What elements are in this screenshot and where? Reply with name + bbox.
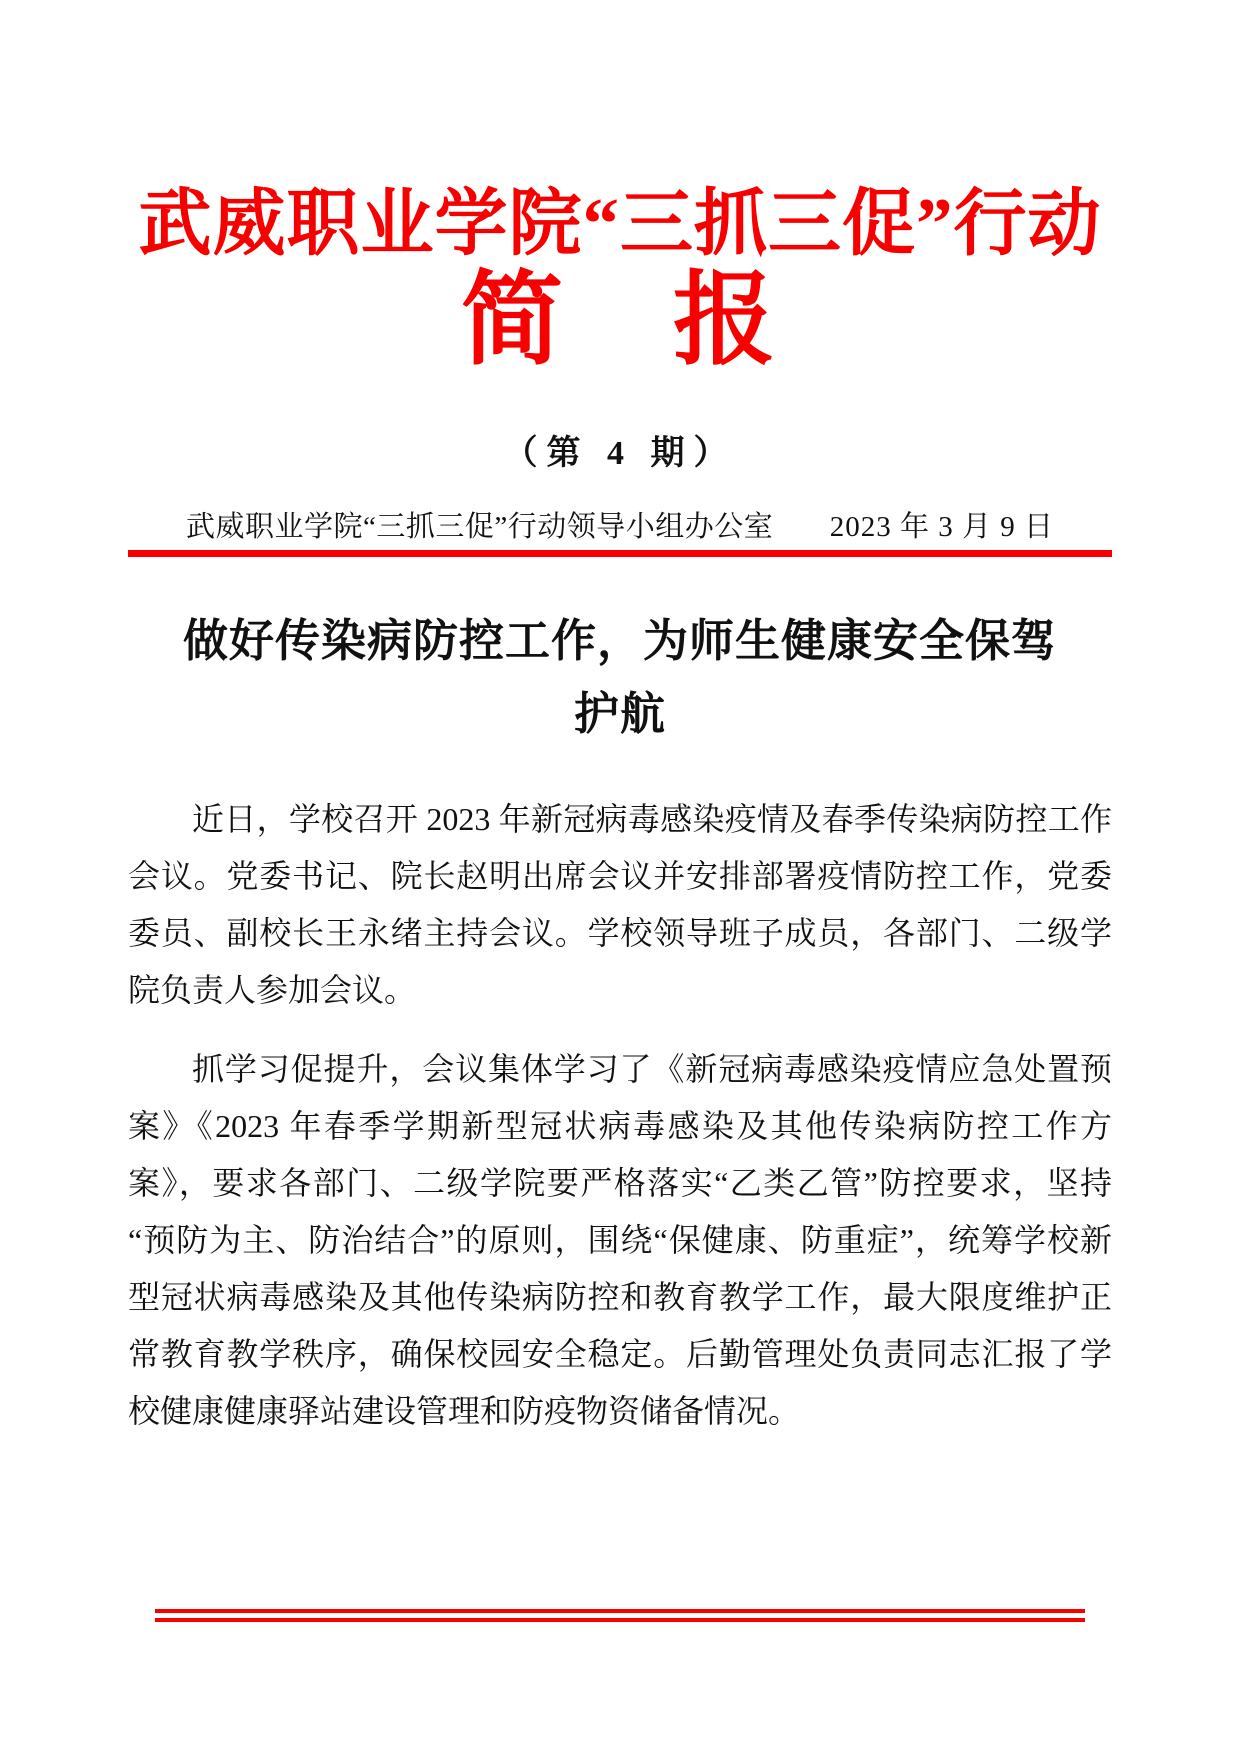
masthead-subtitle: 简 报: [461, 265, 779, 379]
article-title-line-1: 做好传染病防控工作，为师生健康安全保驾: [182, 616, 1057, 667]
masthead-title: 武威职业学院“三抓三促”行动: [138, 183, 1102, 264]
issue-number: （第 4 期）: [503, 435, 737, 473]
issue-date: 2023 年 3 月 9 日: [829, 511, 1054, 544]
article-paragraph: 抓学习促提升，会议集体学习了《新冠病毒感染疫情应急处置预案》《2023 年春季学期新型冠状病毒感染及其他传染病防控工作方案》，要求各部门、二级学院要严格落实“乙类乙管”防控要求，坚持“预防为主、防治结合”的原则，围绕“保健康、防重症”，统筹学校新型冠状病毒感染及其他传染病防控和教育教学工作，最大限度维护正常教育教学秩序，确保校园安全稳定。后勤管理处负责同志汇报了学校健康健康驿站建设管理和防疫物资储备情况。: [128, 1050, 1112, 1429]
issuer-row: [128, 504, 1112, 545]
article-title: [128, 605, 1112, 751]
header-red-rule: [128, 550, 1112, 557]
article-paragraph: 近日，学校召开 2023 年新冠病毒感染疫情及春季传染病防控工作会议。党委书记、院长赵明出席会议并安排部署疫情防控工作，党委委员、副校长王永绪主持会议。学校领导班子成员，各部门、二级学院负责人参加会议。: [128, 801, 1112, 1008]
issuer-name: 武威职业学院“三抓三促”行动领导小组办公室: [186, 511, 774, 544]
page-content: [128, 0, 1112, 1462]
footer-double-red-rule: [155, 1609, 1085, 1622]
article-title-line-2: 护航: [573, 689, 666, 740]
article-body: [128, 791, 1112, 1439]
